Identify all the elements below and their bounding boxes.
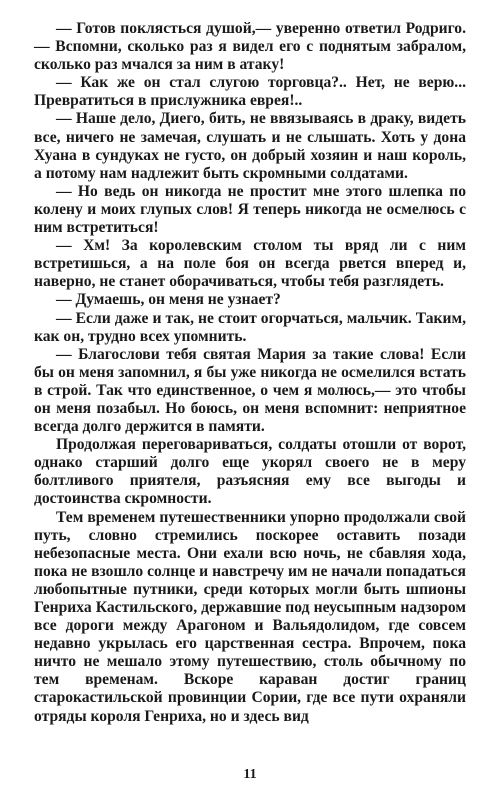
paragraph: Тем временем путешественники упорно продолжали свой путь, словно стремились поскорее оставить позади небезопасные места. Они ехали всю ночь, не сбавляя хода, пока не взошло солнце и навстречу им не начали попадаться любопытные путники, среди которых могли быть шпионы Генриха Кастильского, державшие под неусыпным надзором все дороги между Арагоном и Вальядолидом, где совсем недавно укрылась его царственная сестра. Впрочем, пока ничто не мешало этому путешествию, столь обычному по тем временам. Вскоре караван достиг границ старокастильской провинции Сории, где все пути охраняли отряды короля Генриха, но и здесь вид xyxy=(34,508,466,725)
paragraph: Продолжая переговариваться, солдаты отошли от ворот, однако старший долго еще укорял своего не в меру болтливого приятеля, разъясняя ему все выгоды и достоинства скромности. xyxy=(34,436,466,508)
paragraph: — Но ведь он никогда не простит мне этого шлепка по колену и моих глупых слов! Я теперь никогда не осмелюсь с ним встретиться! xyxy=(34,182,466,237)
paragraph: — Благослови тебя святая Мария за такие слова! Если бы он меня запомнил, я бы уже никогда не осмелился встать в строй. Так что единственное, о чем я молюсь,— это чтобы он меня позабыл. Но боюсь, он меня вспомнит: неприятное всегда долго держится в памяти. xyxy=(34,345,466,436)
paragraph: — Как же он стал слугою торговца?.. Нет, не верю... Превратиться в прислужника еврея!.. xyxy=(34,74,466,110)
paragraph: — Если даже и так, не стоит огорчаться, мальчик. Таким, как он, трудно всех упомнить. xyxy=(34,309,466,345)
paragraph: — Наше дело, Диего, бить, не ввязываясь в драку, видеть все, ничего не замечая, слушать и не слышать. Хоть у дона Хуана в сундуках не густо, он добрый хозяин и наш король, а потому нам надлежит быть скромными солдатами. xyxy=(34,110,466,182)
page-number: 11 xyxy=(243,767,257,782)
paragraph: — Думаешь, он меня не узнает? xyxy=(56,291,281,309)
page-text xyxy=(34,20,466,780)
paragraph: — Готов поклясться душой,— уверенно ответил Родриго.— Вспомни, сколько раз я видел его с поднятым забралом, сколько раз мчался за ним в атаку! xyxy=(34,20,466,74)
paragraph: — Хм! За королевским столом ты вряд ли с ним встретишься, а на поле боя он всегда рвется вперед и, наверно, не станет оборачиваться, чтобы тебя разглядеть. xyxy=(34,237,466,291)
